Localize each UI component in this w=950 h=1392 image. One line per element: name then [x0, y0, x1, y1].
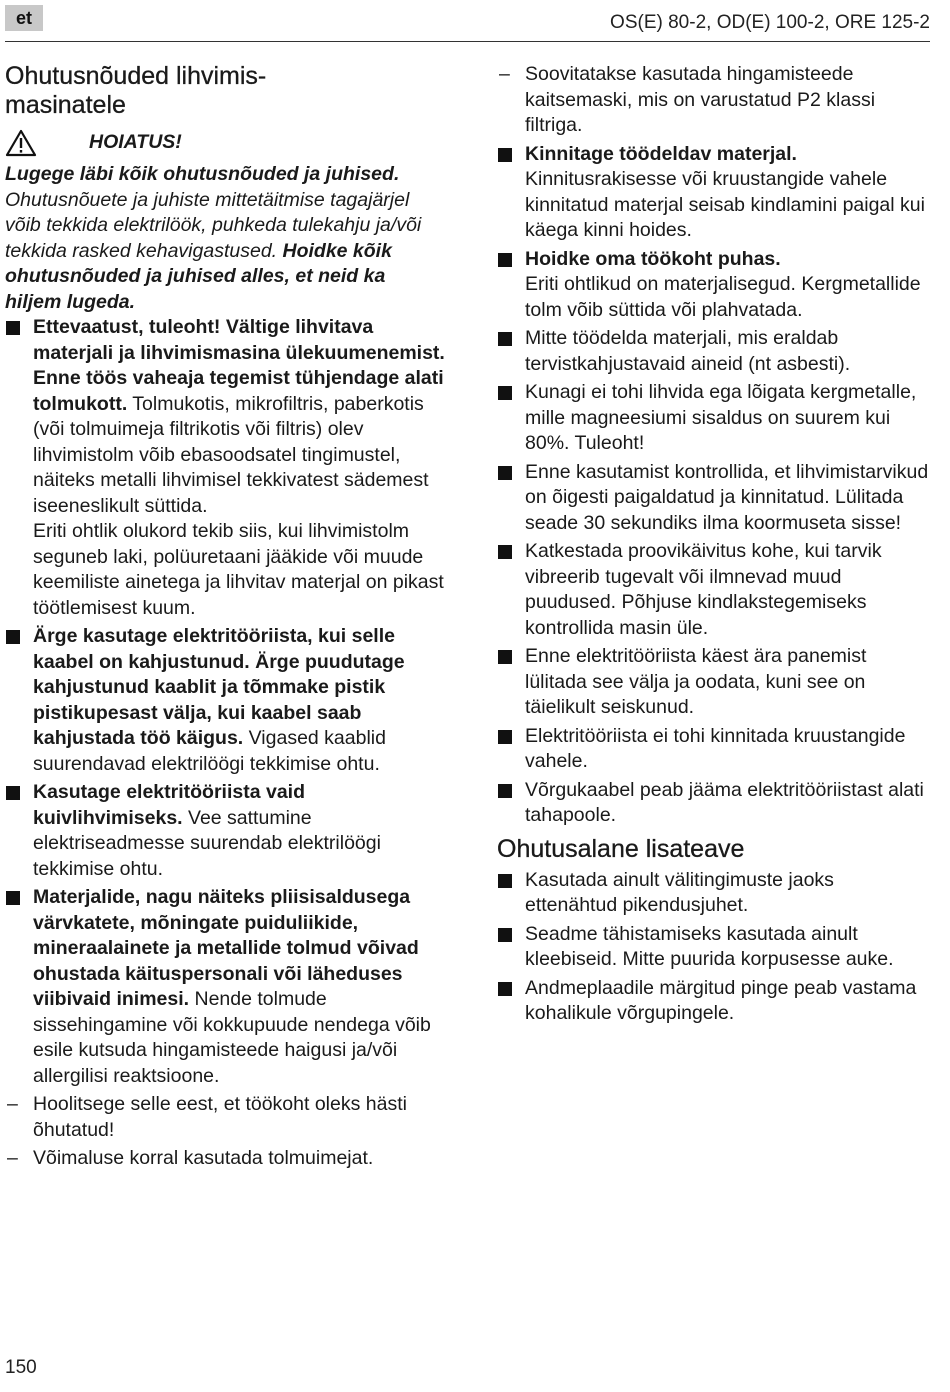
list-item	[497, 247, 930, 324]
left-column	[5, 62, 445, 1175]
list-item	[497, 644, 930, 721]
item-text: Võimaluse korral kasutada tolmuimejat.	[33, 1147, 374, 1169]
item-text: Seadme tähistamiseks kasutada ainult kleebiseid. Mitte puurida korpusesse auke.	[525, 922, 894, 970]
item-text: Mitte töödelda materjali, mis eraldab tervistkahjustavaid aineid (nt asbesti).	[525, 327, 851, 375]
item-text: Enne elektritööriista käest ära panemist lülitada see välja ja oodata, kuni see on täielikult seiskunud.	[525, 645, 867, 718]
additional-info-list	[497, 868, 930, 1027]
list-item	[497, 539, 930, 641]
item-text: Enne kasutamist kontrollida, et lihvimistarvikud on õigesti paigaldatud ja kinnitatud. Lülitada seade 30 sekundiks ilma koormuseta sisse!	[525, 460, 929, 534]
page-number: 150	[5, 1357, 37, 1378]
list-item	[5, 885, 445, 1089]
item-text: Hoolitsege selle eest, et töökoht oleks hästi õhutatud!	[33, 1093, 407, 1141]
intro-paragraph	[5, 162, 445, 315]
intro-text: Ohutusnõuete ja juhiste mittetäitmise tagajärjel võib tekkida elektrilöök, puhkeda tulekahju ja/või tekkida rasked kehavigastused.	[5, 188, 422, 262]
item-text: Vee sattumine elektriseadmesse suurendab elektrilöögi tekkimise ohtu.	[33, 806, 381, 880]
item-text: Elektritööriista ei tohi kinnitada kruustangide vahele.	[525, 724, 906, 772]
item-text: Kunagi ei tohi lihvida ega lõigata kergmetalle, mille magneesiumi sisaldus on suurem kui 80%. Tuleoht!	[525, 381, 917, 454]
section-heading-additional-info: Ohutusalane lisateave	[497, 834, 745, 863]
item-bold: Kasutage elektritööriista vaid kuivlihvimiseks.	[33, 781, 306, 829]
warning-triangle-icon	[5, 129, 37, 157]
list-item	[497, 922, 930, 973]
list-item-dash	[5, 1146, 445, 1172]
list-item	[497, 380, 930, 457]
list-item	[5, 780, 445, 882]
item-text: Vigased kaablid suurendavad elektrilöögi tekkimise ohtu.	[33, 727, 386, 775]
language-tab: et	[5, 5, 43, 31]
left-bullet-list	[5, 315, 445, 1172]
header-rule	[5, 41, 930, 42]
item-text: Kinnitusrakisesse või kruustangide vahele kinnitatud materjal seisab kindlamini paigal kui käega kinni hoides.	[525, 168, 925, 241]
item-bold: Kinnitage töödeldav materjal.	[525, 142, 797, 165]
item-text: Nende tolmude sissehingamine või kokkupuude nendega võib esile kutsuda hingamisteede haigusi ja/või allergilisi reaktsioone.	[33, 988, 431, 1087]
item-text-continued: Eriti ohtlik olukord tekib siis, kui lihvimistolm seguneb laki, polüuretaani jääkide või muude keemiliste ainetega ja lihvitav materjal on pikast töötlemisest kuum.	[33, 520, 444, 619]
list-item	[497, 778, 930, 829]
item-text: Andmeplaadile märgitud pinge peab vastama kohalikule võrgupingele.	[525, 976, 917, 1024]
item-bold: Ettevaatust, tuleoht! Vältige lihvitava materjali ja lihvimismasina ülekuumenemist. Enne töös vaheaja tegemist tühjendage alati tolmukott.	[33, 316, 445, 415]
list-item-dash	[497, 62, 930, 139]
item-bold: Hoidke oma töökoht puhas.	[525, 247, 781, 270]
list-item-dash	[5, 1092, 445, 1143]
item-text: Kasutada ainult välitingimuste jaoks ettenähtud pikendusjuhet.	[525, 868, 834, 916]
item-text: Eriti ohtlikud on materjalisegud. Kergmetallide tolm võib süttida või plahvatada.	[525, 273, 921, 321]
item-bold: Materjalide, nagu näiteks pliisisaldusega värvkatete, mõningate puiduliikide, mineraalainete ja metallide tolmud võivad ohustada käituspersonali või läheduses viibivaid inimesi.	[33, 886, 419, 1010]
item-bold: Ärge kasutage elektritööriista, kui selle kaabel on kahjustunud. Ärge puudutage kahjustunud kaablit ja tõmmake pistik pistikupesast välja, kui kaabel saab kahjustada töö käigus.	[33, 625, 405, 749]
model-running-header: OS(E) 80-2, OD(E) 100-2, ORE 125-2	[610, 12, 930, 33]
list-item	[497, 976, 930, 1027]
list-item	[497, 142, 930, 244]
list-item	[497, 326, 930, 377]
list-item	[497, 724, 930, 775]
intro-bold-2: Hoidke kõik ohutusnõuded ja juhised alles, et neid ka hiljem lugeda.	[5, 239, 392, 313]
right-bullet-list	[497, 62, 930, 829]
item-text: Tolmukotis, mikrofiltris, paberkotis (või tolmuimeja filtrikotis või filtris) olev lihvimistolm võib ebasoodsatel tingimustel, näiteks metalli lihvimisel tekkivatest sädemest iseeneslikult süttida.	[33, 392, 429, 517]
item-text: Võrgukaabel peab jääma elektritööriistast alati tahapoole.	[525, 778, 924, 826]
item-text: Soovitatakse kasutada hingamisteede kaitsemaski, mis on varustatud P2 klassi filtriga.	[525, 63, 876, 136]
right-column	[497, 62, 930, 1030]
list-item	[5, 315, 445, 621]
list-item	[5, 624, 445, 777]
list-item	[497, 868, 930, 919]
list-item	[497, 460, 930, 537]
item-text: Katkestada proovikäivitus kohe, kui tarvik vibreerib tugevalt või ilmnevad muud puudused. Põhjuse kindlakstegemiseks kontrollida masin üle.	[525, 540, 882, 639]
warning-line	[5, 128, 445, 158]
intro-bold-1: Lugege läbi kõik ohutusnõuded ja juhised.	[5, 163, 400, 185]
section-heading-safety: Ohutusnõuded lihvimis- masinatele	[5, 62, 267, 119]
warning-label: HOIATUS!	[89, 131, 182, 154]
